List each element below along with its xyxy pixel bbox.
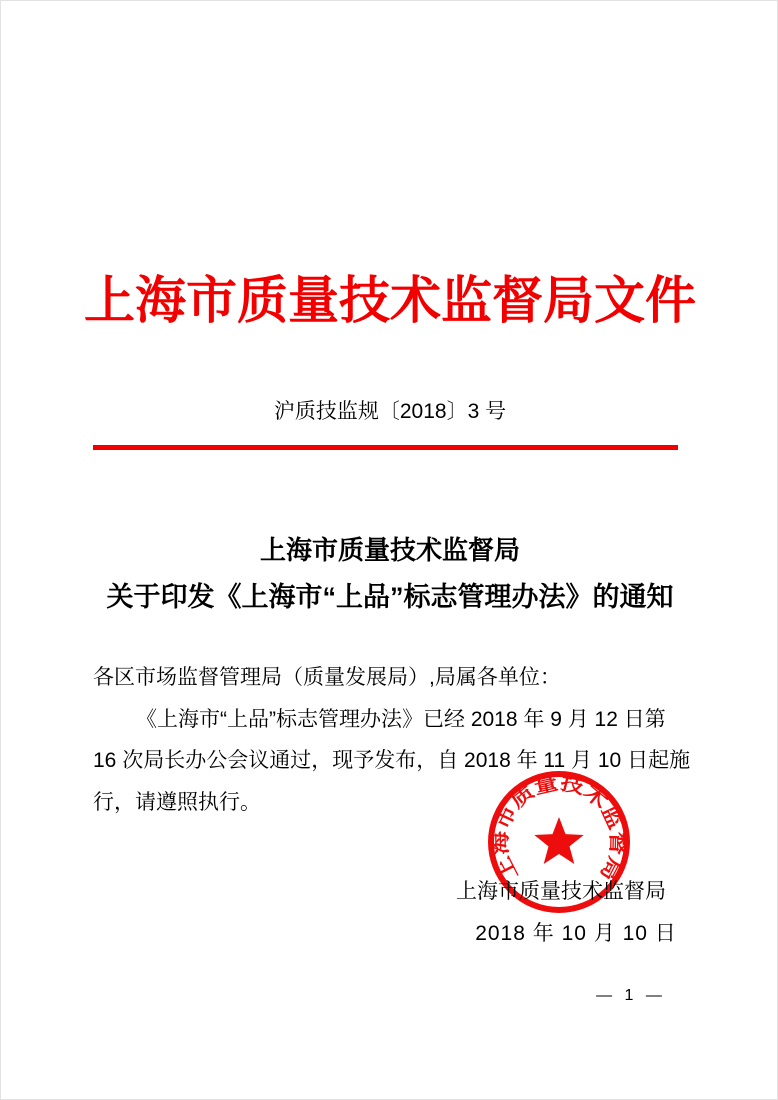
signature-date: 2018 年 10 月 10 日 — [475, 922, 677, 945]
seal-curved-text: 上海市质量技术监督局 — [489, 772, 629, 884]
notice-subject-line: 关于印发《上海市“上品”标志管理办法》的通知 — [106, 582, 674, 612]
body-text-line: 16 次局长办公会议通过，现予发布，自 2018 年 11 月 10 日起施 — [93, 749, 691, 772]
body-text-line: 《上海市“上品”标志管理办法》已经 2018 年 9 月 12 日第 — [136, 708, 666, 731]
addressee-line: 各区市场监督管理局（质量发展局）,局属各单位： — [93, 666, 561, 689]
notice-issuer-line: 上海市质量技术监督局 — [259, 535, 520, 565]
page-number: — 1 — — [596, 987, 666, 1004]
header-divider-line — [93, 445, 678, 450]
signature-org: 上海市质量技术监督局 — [456, 880, 666, 903]
star-icon — [534, 817, 583, 864]
document-header-title: 上海市质量技术监督局文件 — [83, 272, 696, 329]
document-number: 沪质技监规〔2018〕3 号 — [273, 400, 507, 423]
body-text-line: 行，请遵照执行。 — [93, 791, 261, 814]
